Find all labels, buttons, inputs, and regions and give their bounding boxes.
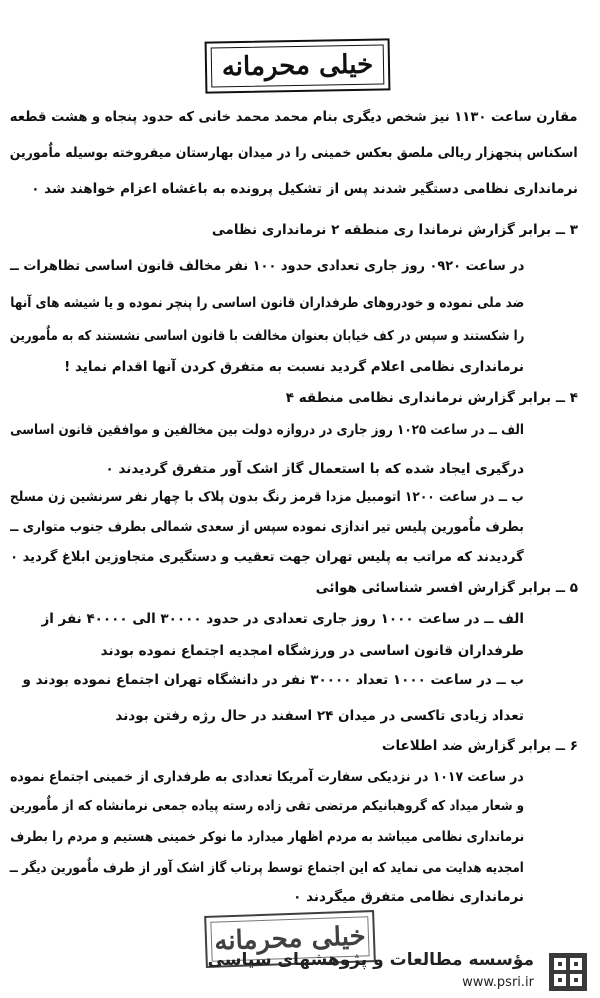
text-line: ب ــ در ساعت ۱۰۰۰ تعداد ۳۰۰۰۰ نفر در دانشگاه تهران اجتماع نموده بودند و — [22, 672, 524, 688]
institute-logo-icon — [548, 952, 588, 992]
text-line: ضد ملی نموده و خودروهای طرفداران قانون اساسی را پنچر نموده و یا شیشه های آنها — [9, 295, 524, 311]
text-line: تعداد زیادی تاکسی در میدان ۲۴ اسفند در حال رژه رفتن بودند — [115, 708, 524, 724]
institute-name: مؤسسه مطالعات و پژوهشهای سیاسی — [207, 950, 534, 970]
text-line: بطرف ماٌمورین پلیس تیر اندازی نموده سپس از سعدی شمالی بطرف جنوب متواری ــ — [10, 519, 524, 535]
section-heading: ۳ ــ برابر گزارش نرماندا ری منطقه ۲ نرمانداری نظامی — [211, 222, 578, 238]
text-line: نرمانداری نظامی متفرق میگردند ۰ — [293, 889, 524, 905]
text-line: و شعار میداد که گروهبانیکم مرتضی تقی زاده رسته پیاده جمعی نرمانشاه که از ماٌمورین — [9, 798, 524, 814]
text-line: نرمانداری نظامی دستگیر شدند پس از تشکیل پرونده به باغشاه اعزام خواهند شد ۰ — [31, 181, 578, 197]
text-line: الف ــ در ساعت ۱۰۲۵ روز جاری در دروازه دولت بین مخالفین و موافقین قانون اساسی — [10, 422, 524, 438]
text-line: در ساعت ۰۹۲۰ روز جاری تعدادی حدود ۱۰۰ نفر مخالف قانون اساسی تظاهرات ــ — [9, 258, 524, 274]
text-line: مقارن ساعت ۱۱۳۰ نیز شخص دیگری بنام محمد محمد خانی که حدود پنجاه و هشت قطعه — [10, 109, 578, 125]
institute-url[interactable]: www.psri.ir — [462, 975, 534, 990]
section-heading: ۶ ــ برابر گزارش ضد اطلاعات — [381, 738, 578, 754]
stamp-text: خیلی محرمانه — [221, 49, 374, 83]
text-line: درگیری ایجاد شده که با استعمال گاز اشک آور متفرق گردیدند ۰ — [105, 461, 524, 477]
text-line: ب ــ در ساعت ۱۲۰۰ اتومبیل مزدا قرمز رنگ بدون پلاک با چهار نفر سرنشین زن مسلح — [10, 489, 524, 505]
classification-stamp-top — [205, 38, 391, 93]
text-line: را شکستند و سپس در کف خیابان بعنوان مخالفت با قانون اساسی نشستند که به ماٌمورین — [9, 328, 524, 344]
text-line: نرمانداری نظامی میباشد به مردم اظهار میدارد ما نوکر خمینی هستیم و مردم را بطرف — [10, 829, 524, 845]
text-line: گردیدند که مراتب به پلیس تهران جهت تعقیب و دستگیری متجاوزین ابلاغ گردید ۰ — [10, 549, 524, 565]
text-line: در ساعت ۱۰۱۷ در نزدیکی سفارت آمریکا تعدادی به طرفداری از خمینی اجتماع نموده — [10, 769, 524, 785]
text-line: امجدیه هدایت می نماید که این اجتماع توسط پرتاب گاز اشک آور از طرف ماٌمورین دیگر ــ — [9, 860, 524, 876]
section-heading: ۴ ــ برابر گزارش نرمانداری نظامی منطقه ۴ — [285, 390, 578, 406]
text-line: طرفداران قانون اساسی در ورزشگاه امجدیه اجتماع نموده بودند — [100, 643, 524, 659]
text-line: نرمانداری نظامی اعلام گردید نسبت به متفرق کردن آنها اقدام نماید ! — [64, 359, 524, 375]
section-heading: ۵ ــ برابر گزارش افسر شناسائی هوائی — [315, 580, 578, 596]
text-line: الف ــ در ساعت ۱۰۰۰ روز جاری تعدادی در حدود ۳۰۰۰۰ الی ۴۰۰۰۰ نفر از — [41, 611, 524, 627]
text-line: اسکناس پنجهزار ریالی ملصق بعکس خمینی را در میدان بهارستان میفروخته بوسیله ماٌمورین — [10, 145, 578, 161]
stamp-text: خیلی محرمانه — [213, 921, 367, 957]
